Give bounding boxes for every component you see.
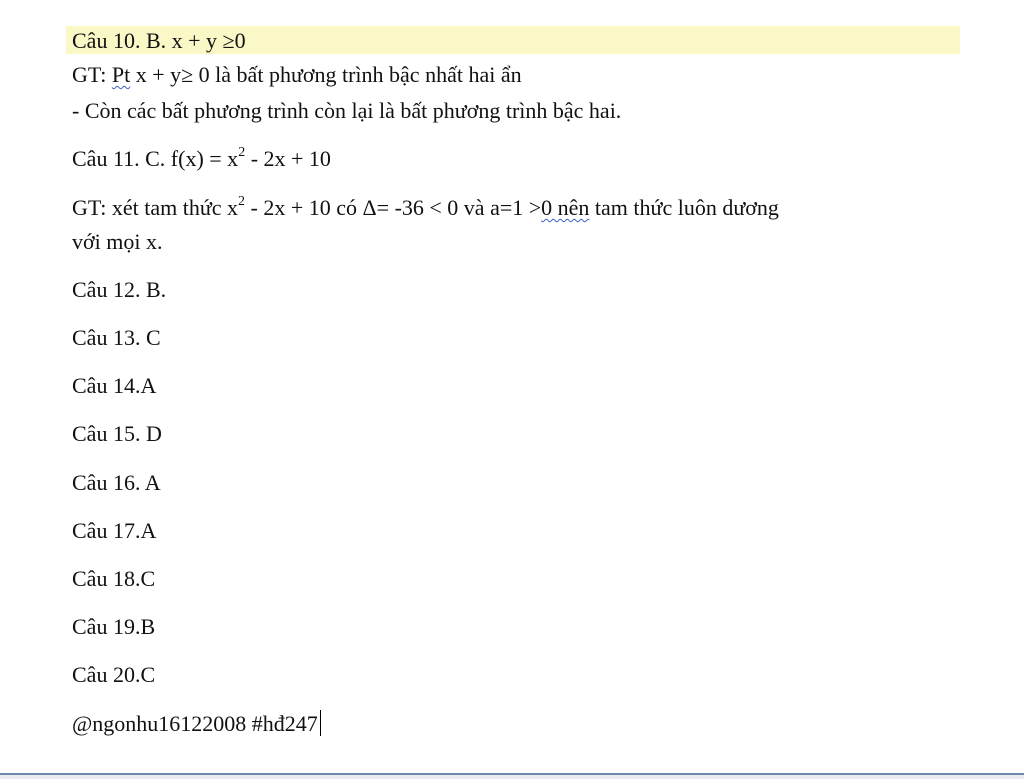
- q11-gt-suffix: tam thức luôn dương: [589, 195, 779, 220]
- q10-explanation[interactable]: [72, 62, 522, 88]
- q20-answer-line[interactable]: Câu 20.C: [72, 662, 156, 687]
- q10-gt-pt-spellcheck[interactable]: Pt: [111, 62, 131, 87]
- q10-gt-expr: x + y≥ 0 là bất phương trình bậc nhất hai ẩn: [130, 62, 522, 87]
- q11-answer-line[interactable]: [72, 146, 331, 172]
- q11-explanation-line2[interactable]: với mọi x.: [72, 229, 163, 254]
- q16-answer-line[interactable]: Câu 16. A: [72, 470, 161, 495]
- q14-answer-line[interactable]: Câu 14.A: [72, 373, 157, 398]
- q11-label-suffix: - 2x + 10: [245, 146, 331, 171]
- signature-text: @ngonhu16122008 #hđ247: [72, 711, 318, 736]
- q11-gt-exponent: 2: [238, 193, 246, 209]
- page-bottom-border: [0, 773, 1024, 775]
- text-cursor: [320, 710, 321, 736]
- q10-gt-prefix: GT:: [72, 62, 112, 87]
- q10-answer-line[interactable]: Câu 10. B. x + y ≥0: [72, 28, 246, 53]
- q18-answer-line[interactable]: Câu 18.C: [72, 566, 156, 591]
- q11-gt-spellcheck[interactable]: 0 nên: [541, 195, 590, 220]
- q11-label-exponent: 2: [238, 144, 246, 160]
- q11-label-prefix: Câu 11. C. f(x) = x: [72, 146, 239, 171]
- q11-gt-prefix: GT: xét tam thức x: [72, 195, 239, 220]
- q13-answer-line[interactable]: Câu 13. C: [72, 325, 161, 350]
- q15-answer-line[interactable]: Câu 15. D: [72, 421, 162, 446]
- q10-note[interactable]: - Còn các bất phương trình còn lại là bất phương trình bậc hai.: [72, 98, 622, 123]
- q12-answer-line[interactable]: Câu 12. B.: [72, 277, 167, 302]
- q11-explanation[interactable]: [72, 195, 779, 221]
- q11-gt-mid: - 2x + 10 có Δ= -36 < 0 và a=1 >: [245, 195, 542, 220]
- q17-answer-line[interactable]: Câu 17.A: [72, 518, 157, 543]
- q19-answer-line[interactable]: Câu 19.B: [72, 614, 156, 639]
- signature-line[interactable]: [72, 710, 321, 737]
